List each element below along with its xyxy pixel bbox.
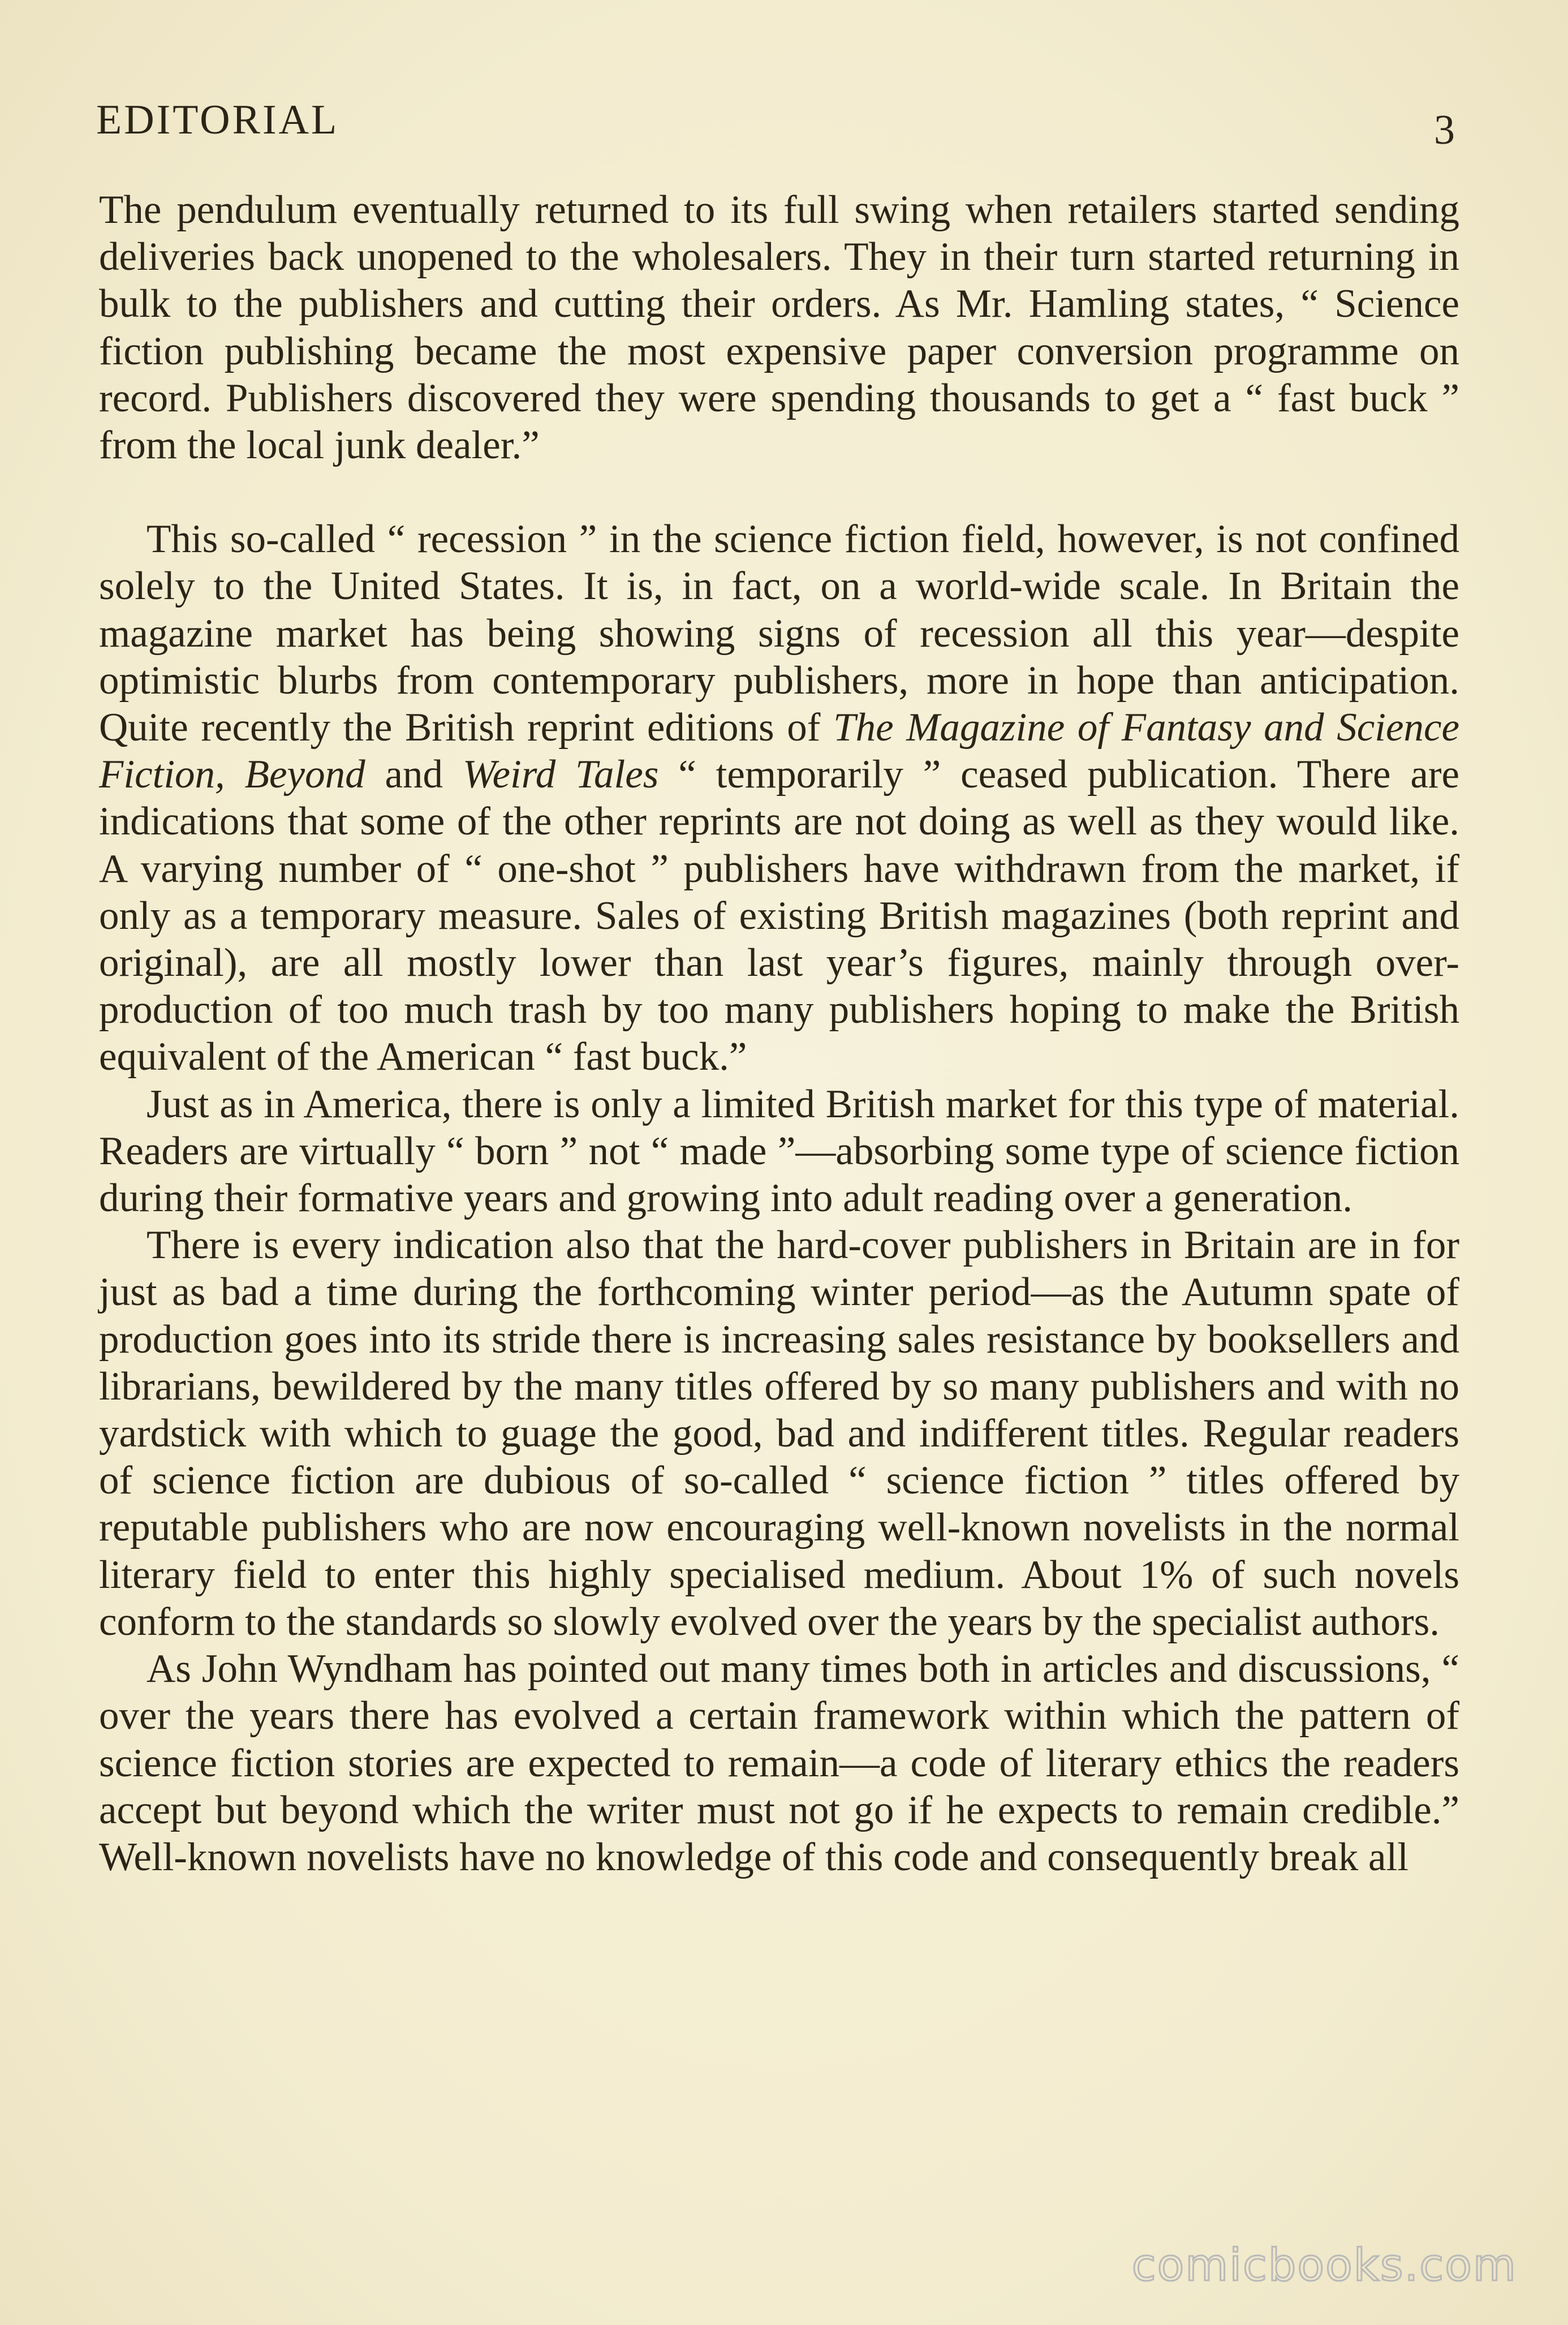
paragraph-2 [99,516,1459,1080]
magazine-title-weird-tales: Weird Tales [462,752,659,797]
editorial-body [99,187,1459,1881]
paragraph-2-text-c: “ temporarily ” ceased publication. There are indications that some of the other reprints are not doing as well as they would like. A varying number of “ one-shot ” publishers have withdrawn from the market, if only as a temporary measure. Sales of existing British magazines (both reprint and original), are all mostly lower than last year’s figures, mainly through over-production of too much trash by too many publishers hoping to make the British equivalent of the American “ fast buck.” [99,752,1459,1079]
paragraph-4: There is every indication also that the hard-cover publishers in Britain are in for just as bad a time during the forthcoming winter period—as the Autumn spate of production goes into its stride there is increasing sales resistance by booksellers and librarians, bewildered by the many titles offered by so many publishers and with no yardstick with which to guage the good, bad and indifferent titles. Regular readers of science fiction are dubious of so-called “ science fiction ” titles offered by reputable publishers who are now encouraging well-known novelists in the normal literary field to enter this highly specialised medium. About 1% of such novels conform to the standards so slowly evolved over the years by the specialist authors. [99,1223,1459,1644]
paragraph-1: The pendulum eventually returned to its full swing when retailers started sending deliveries back unopened to the wholesalers. They in their turn started returning in bulk to the publishers and cutting their orders. As Mr. Hamling states, “ Science fiction publishing became the most expensive paper conversion programme on record. Publishers discovered they were spending thousands to get a “ fast buck ” from the local junk dealer.” [99,188,1459,468]
watermark-logo: comicbooks.com [1131,2240,1517,2291]
paragraph-2-text-b: and [365,752,463,797]
running-head [96,96,1455,158]
page-number: 3 [1434,107,1455,153]
magazine-title-fsf-beyond: The Magazine of Fantasy and Science Fiction, Beyond [99,705,1459,797]
paragraph-2-text-a: This so-called “ recession ” in the science fiction field, however, is not confined solely to the United States. It is, in fact, on a world-wide scale. In Britain the magazine market has being showing signs of recession all this year—despite optimistic blurbs from contemporary publishers, more in hope than anticipation. Quite recently the British reprint editions of [99,517,1459,750]
paragraph-3: Just as in America, there is only a limited British market for this type of material. Readers are virtually “ born ” not “ made ”—absorbing some type of science fiction during their formative years and growing into adult reading over a generation. [99,1082,1459,1221]
paragraph-5: As John Wyndham has pointed out many times both in articles and discussions, “ over the years there has evolved a certain framework within which the pattern of science fiction stories are expected to remain—a code of literary ethics the readers accept but beyond which the writer must not go if he expects to remain credible.” Well-known novelists have no knowledge of this code and consequently break all [99,1647,1459,1879]
running-title: EDITORIAL [96,97,339,143]
